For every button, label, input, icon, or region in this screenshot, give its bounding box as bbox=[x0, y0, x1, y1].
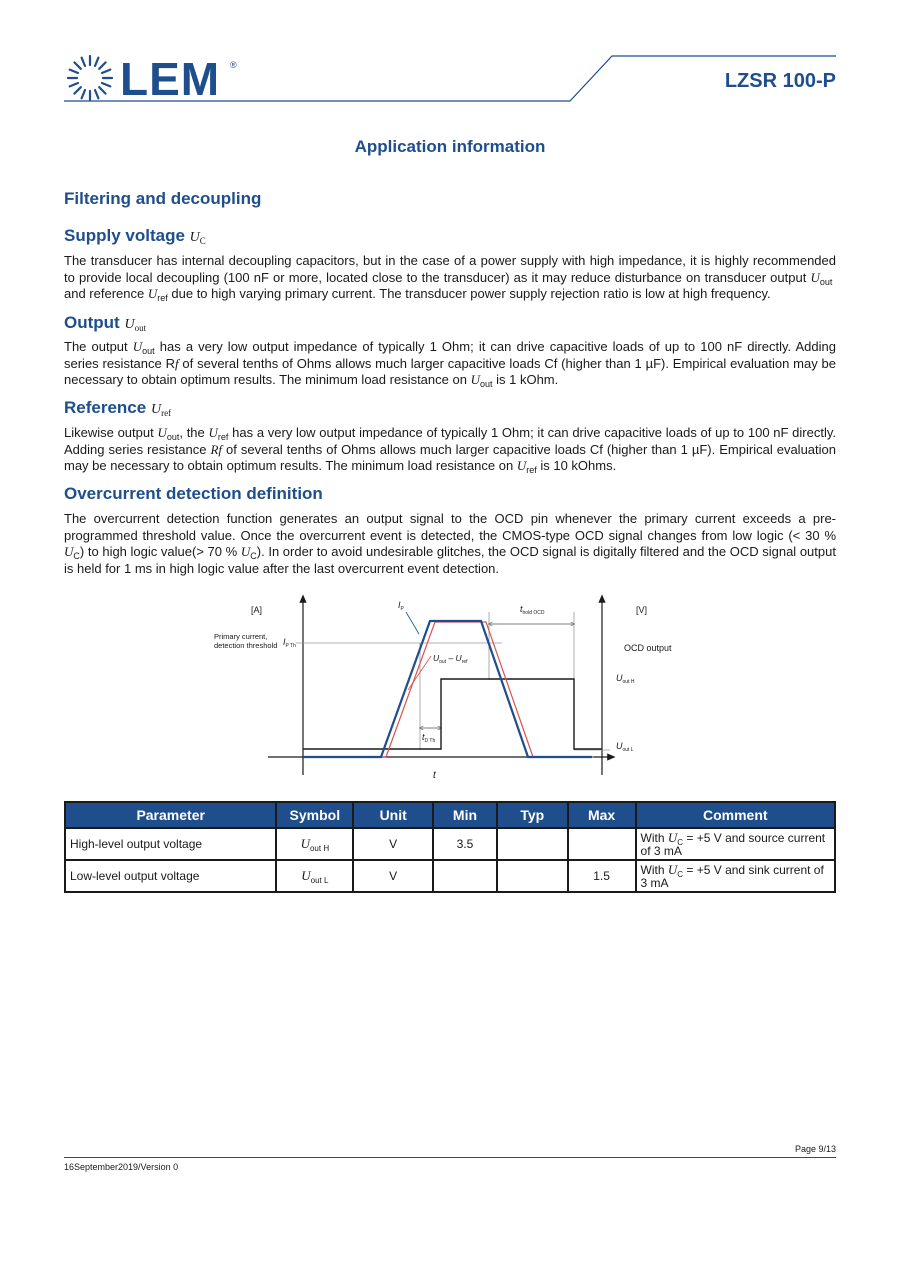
text: The output bbox=[64, 339, 128, 354]
uout-uref-label bbox=[433, 653, 468, 665]
uoutl-label bbox=[616, 741, 634, 753]
heading-reference bbox=[64, 398, 171, 418]
text: The overcurrent detection function generates an output signal to the OCD pin whenever the primary current exceeds a pre-programmed threshold value. Once the overcurrent event is detected, the CMOS-type OCD signal changes from low logic (< 30 % bbox=[64, 511, 836, 543]
text: of several tenths of Ohms allows much larger capacitive loads Cf (higher than 1 µF). Empirical evaluation may be necessary to obtain optimum results. The minimum load resistance on bbox=[64, 441, 836, 473]
document-version: 16September2019/Version 0 bbox=[64, 1162, 179, 1172]
column-header: Typ bbox=[497, 802, 568, 828]
right-unit-label: [V] bbox=[636, 605, 648, 615]
comment-text: = +5 V and sink current of 3 mA bbox=[640, 862, 824, 890]
symbol-sub: C bbox=[73, 551, 80, 561]
label-sub: out H bbox=[622, 679, 635, 685]
table-row bbox=[65, 860, 835, 892]
max-cell: 1.5 bbox=[568, 860, 636, 892]
min-cell: 3.5 bbox=[433, 828, 497, 860]
symbol: U bbox=[208, 425, 218, 440]
heading-text: Output bbox=[64, 313, 120, 332]
ocd-output-waveform bbox=[303, 679, 602, 749]
comment-cell bbox=[636, 860, 835, 892]
ocd-output-label: OCD output bbox=[624, 643, 672, 653]
header-rule bbox=[64, 54, 836, 104]
symbol: U bbox=[147, 286, 158, 301]
paragraph-output bbox=[64, 339, 836, 389]
parameter-cell: Low-level output voltage bbox=[65, 860, 276, 892]
column-header: Unit bbox=[353, 802, 433, 828]
table-row bbox=[65, 828, 835, 860]
paragraph-ocd bbox=[64, 511, 836, 577]
text: ). In order to avoid undesirable glitches, the OCD signal is digitally filtered and the OCD signal output is held for 1 ms in high logic value after the last overcurrent event detection. bbox=[64, 544, 836, 576]
label-main: U bbox=[616, 741, 623, 751]
min-cell bbox=[433, 860, 497, 892]
symbol: f bbox=[174, 355, 179, 371]
paragraph-supply-voltage bbox=[64, 253, 836, 303]
logo-text: LEM bbox=[120, 53, 221, 105]
unit-cell: V bbox=[353, 828, 433, 860]
text: of several tenths of Ohms allows much larger capacitive loads Cf (higher than 1 µF). Empirical evaluation may be necessary to obtain optimum results. The minimum load resistance on bbox=[64, 355, 836, 387]
text: is 1 kOhm. bbox=[496, 372, 559, 387]
product-model: LZSR 100-P bbox=[724, 70, 836, 92]
label-sub: ref bbox=[461, 659, 468, 665]
symbol-sub: out bbox=[142, 346, 155, 356]
comment-cell bbox=[636, 828, 835, 860]
column-header: Symbol bbox=[276, 802, 353, 828]
label-main: t bbox=[422, 732, 425, 742]
symbol: U bbox=[240, 544, 251, 559]
ip-leader-line bbox=[406, 612, 419, 634]
symbol-sub: out bbox=[134, 323, 147, 333]
ip-label bbox=[398, 600, 405, 612]
label-sub: P Th bbox=[285, 643, 296, 649]
symbol-sub: ref bbox=[157, 293, 168, 303]
symbol: U bbox=[667, 829, 678, 845]
symbol: Rf bbox=[210, 441, 223, 457]
primary-current-waveform bbox=[303, 621, 592, 757]
page-title: Application information bbox=[354, 137, 546, 156]
label-main: t bbox=[520, 604, 523, 614]
symbol: U bbox=[516, 458, 527, 473]
time-axis-label: t bbox=[433, 770, 436, 781]
ocd-timing-diagram bbox=[0, 590, 900, 790]
paragraph-reference bbox=[64, 425, 836, 475]
symbol-sub: out bbox=[479, 379, 493, 389]
thold-label bbox=[520, 604, 545, 616]
symbol: U bbox=[124, 317, 135, 332]
comment-text: With bbox=[640, 862, 665, 877]
unit-cell: V bbox=[353, 860, 433, 892]
typ-cell bbox=[497, 828, 568, 860]
logo-registered-mark: ® bbox=[230, 60, 237, 70]
ocd-spec-table bbox=[64, 801, 836, 893]
primary-current-label: Primary current, bbox=[214, 632, 268, 641]
symbol: U bbox=[667, 861, 678, 877]
max-cell bbox=[568, 828, 636, 860]
symbol: U bbox=[157, 425, 167, 440]
symbol: U bbox=[470, 372, 480, 387]
symbol-sub: out bbox=[166, 432, 180, 442]
label-main: – U bbox=[446, 653, 462, 663]
tdth-label bbox=[422, 732, 435, 744]
label-sub: out L bbox=[622, 747, 634, 753]
label-sub: D Th bbox=[424, 738, 436, 744]
column-header: Min bbox=[433, 802, 497, 828]
uout-uref-waveform bbox=[303, 622, 594, 757]
text: is 10 kOhms. bbox=[540, 458, 617, 473]
typ-cell bbox=[497, 860, 568, 892]
symbol-sub: ref bbox=[161, 408, 172, 418]
symbol-sub: C bbox=[677, 869, 684, 879]
symbol-sub: C bbox=[250, 551, 257, 561]
symbol-sub: C bbox=[199, 236, 206, 246]
footer-rule bbox=[64, 1157, 836, 1158]
column-header: Comment bbox=[636, 802, 835, 828]
symbol: U bbox=[64, 544, 74, 559]
label-sub: out bbox=[439, 659, 447, 665]
symbol: U bbox=[300, 836, 310, 851]
heading-supply-voltage bbox=[64, 226, 206, 246]
heading-output bbox=[64, 313, 146, 333]
symbol-sub: out bbox=[819, 276, 833, 287]
text: The transducer has internal decoupling capacitors, but in the case of a power supply with high impedance, it is highly recommended to provide local decoupling (100 nF or more, located close to the transducer) as it may reduce disturbance on transducer output bbox=[64, 253, 836, 285]
column-header: Max bbox=[568, 802, 636, 828]
symbol-sub: out H bbox=[309, 844, 330, 853]
column-header: Parameter bbox=[65, 802, 276, 828]
text: has a very low output impedance of typically 1 Ohm; it can drive capacitive loads of up to 100 nF directly. Adding series resistance R bbox=[64, 339, 836, 371]
symbol: U bbox=[132, 339, 143, 354]
label-main: U bbox=[433, 653, 440, 663]
page-number: Page 9/13 bbox=[794, 1144, 836, 1154]
comment-text: With bbox=[640, 830, 665, 845]
uouth-label bbox=[616, 673, 635, 685]
label-main: U bbox=[616, 673, 623, 683]
text: , the bbox=[179, 425, 205, 440]
heading-filtering: Filtering and decoupling bbox=[64, 189, 262, 208]
label-main: I bbox=[283, 637, 286, 647]
text: due to high varying primary current. The transducer power supply rejection ratio is low at high frequency. bbox=[171, 286, 771, 301]
label-main: I bbox=[398, 600, 401, 610]
symbol-sub: C bbox=[677, 837, 684, 847]
symbol-cell bbox=[276, 860, 353, 892]
heading-text: Supply voltage bbox=[64, 226, 185, 245]
text: ) to high logic value(> 70 % bbox=[79, 544, 238, 559]
parameter-cell: High-level output voltage bbox=[65, 828, 276, 860]
symbol: U bbox=[150, 402, 162, 417]
left-unit-label: [A] bbox=[251, 605, 263, 615]
symbol-sub: ref bbox=[526, 465, 537, 475]
heading-text: Reference bbox=[64, 398, 147, 417]
text: and reference bbox=[64, 286, 145, 301]
comment-text: = +5 V and source current of 3 mA bbox=[640, 830, 826, 858]
ipth-label bbox=[283, 637, 296, 649]
table-header-row bbox=[65, 802, 835, 828]
symbol-sub: ref bbox=[217, 432, 229, 442]
symbol-sub: out L bbox=[310, 876, 329, 885]
symbol-cell bbox=[276, 828, 353, 860]
text: has a very low output impedance of typically 1 Ohm; it can drive capacitive loads of up to 100 nF directly. Adding series resistance bbox=[64, 425, 836, 457]
symbol: U bbox=[301, 868, 311, 883]
symbol: U bbox=[810, 269, 820, 285]
detection-threshold-label: detection threshold bbox=[214, 641, 278, 650]
symbol: U bbox=[189, 230, 200, 245]
heading-ocd: Overcurrent detection definition bbox=[64, 484, 323, 503]
label-sub: hold OCD bbox=[522, 610, 545, 616]
text: Likewise output bbox=[64, 425, 154, 440]
label-sub: P bbox=[400, 606, 404, 612]
